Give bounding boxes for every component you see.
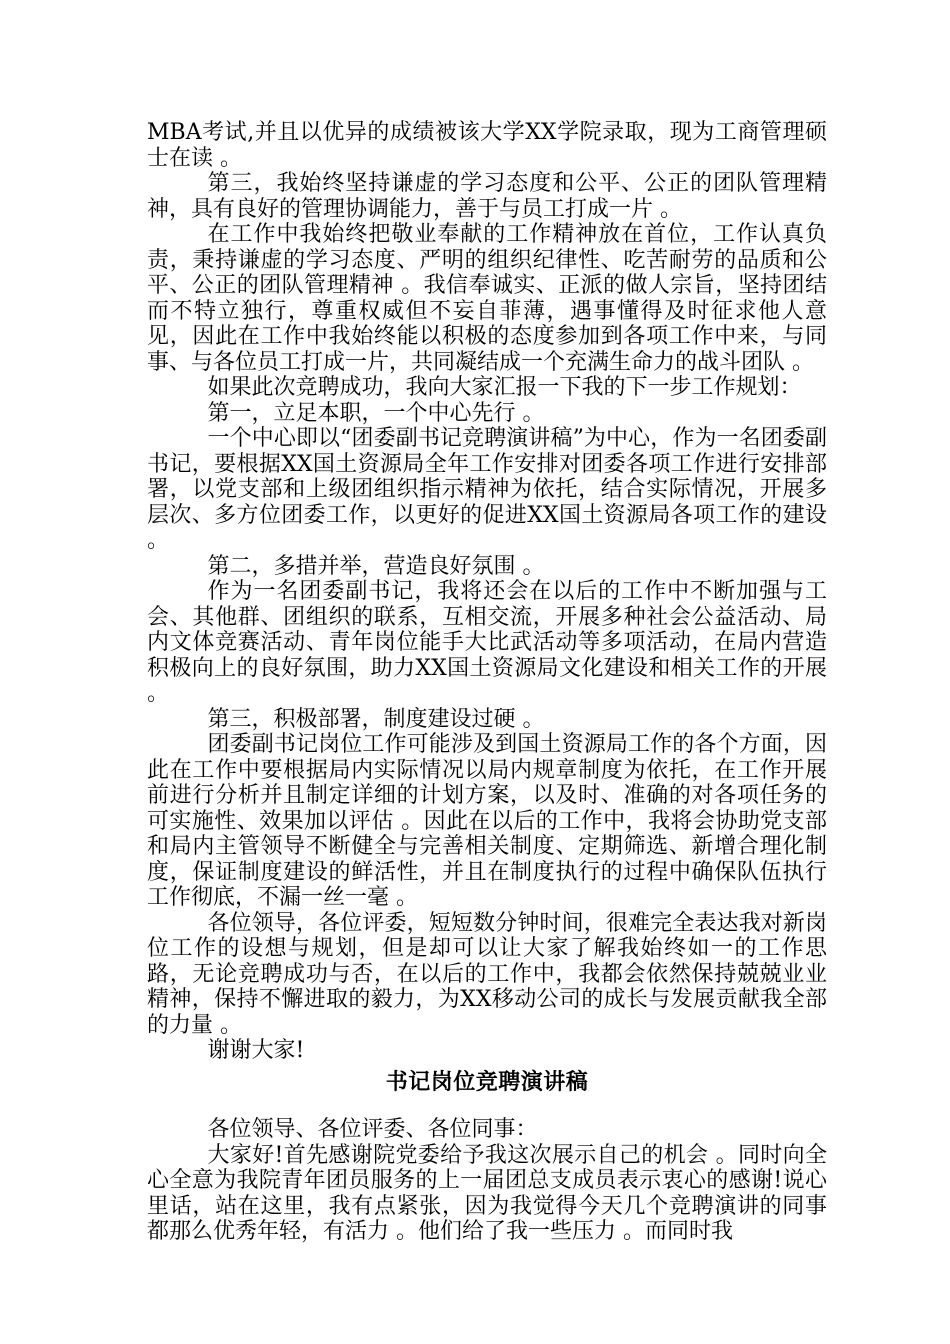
paragraph: 谢谢大家! bbox=[207, 1038, 305, 1063]
paragraph: 团委副书记岗位工作可能涉及到国土资源局工作的各个方面，因此在工作中要根据局内实际情况以局内规章制度为依托，在工作开展前进行分析并且制定详细的计划方案，以及时、准确的对各项任务的可实施性、效果加以评估 。因此在以后的工作中，我将会协助党支部和局内主管领导不断健全与完善相关制度、定期筛选、新增合理化制度，保证制度建设的鲜活性，并且在制度执行的过程中确保队伍执行工作彻底，不漏一丝一毫 。 bbox=[147, 732, 827, 910]
paragraph: 第一，立足本职，一个中心先行 。 bbox=[207, 400, 545, 426]
paragraph: 第二，多措并举，营造良好氛围 。 bbox=[207, 553, 545, 579]
paragraph: 作为一名团委副书记，我将还会在以后的工作中不断加强与工会、其他群、团组织的联系，互相交流，开展多种社会公益活动、局内文体竞赛活动、青年岗位能手大比武活动等多项活动，在局内营造积极向上的良好氛围，助力XX国土资源局文化建设和相关工作的开展 。 bbox=[147, 579, 827, 706]
paragraph: 如果此次竞聘成功，我向大家汇报一下我的下一步工作规划： bbox=[207, 375, 802, 400]
paragraph: 各位领导，各位评委，短短数分钟时间，很难完全表达我对新岗位工作的设想与规划，但是却可以让大家了解我始终如一的工作思路，无论竞聘成功与否，在以后的工作中，我都会依然保持兢兢业业精神，保持不懈进取的毅力，为XX移动公司的成长与发展贡献我全部的力量 。 bbox=[147, 910, 827, 1038]
paragraph: 在工作中我始终把敬业奉献的工作精神放在首位，工作认真负责，秉持谦虚的学习态度、严明的组织纪律性、吃苦耐劳的品质和公平、公正的团队管理精神 。我信奉诚实、正派的做人宗旨，坚持团结而不特立独行，尊重权威但不妄自菲薄，遇事懂得及时征求他人意见，因此在工作中我始终能以积极的态度参加到各项工作中来，与同事、与各位员工打成一片，共同凝结成一个充满生命力的战斗团队 。 bbox=[147, 222, 827, 375]
paragraph: 各位领导、各位评委、各位同事： bbox=[207, 1117, 538, 1142]
paragraph: MBA考试,并且以优异的成绩被该大学XX学院录取，现为工商管理硕士在读 。 bbox=[147, 120, 827, 171]
paragraph: 第三，积极部署，制度建设过硬 。 bbox=[207, 706, 545, 732]
paragraph: 第三，我始终坚持谦虚的学习态度和公平、公正的团队管理精神，具有良好的管理协调能力，善于与员工打成一片 。 bbox=[147, 171, 827, 222]
section-title: 书记岗位竞聘演讲稿 bbox=[385, 1068, 589, 1095]
document-body bbox=[147, 120, 827, 1245]
paragraph: 大家好!首先感谢院党委给予我这次展示自己的机会 。同时向全心全意为我院青年团员服务的上一届团总支成员表示衷心的感谢!说心里话，站在这里，我有点紧张，因为我觉得今天几个竞聘演讲的同事都那么优秀年轻，有活力 。他们给了我一些压力 。而同时我 bbox=[147, 1142, 827, 1244]
paragraph: 一个中心即以“团委副书记竞聘演讲稿”为中心，作为一名团委副书记，要根据XX国土资源局全年工作安排对团委各项工作进行安排部署，以党支部和上级团组织指示精神为依托，结合实际情况，开展多层次、多方位团委工作，以更好的促进XX国土资源局各项工作的建设 。 bbox=[147, 426, 827, 553]
